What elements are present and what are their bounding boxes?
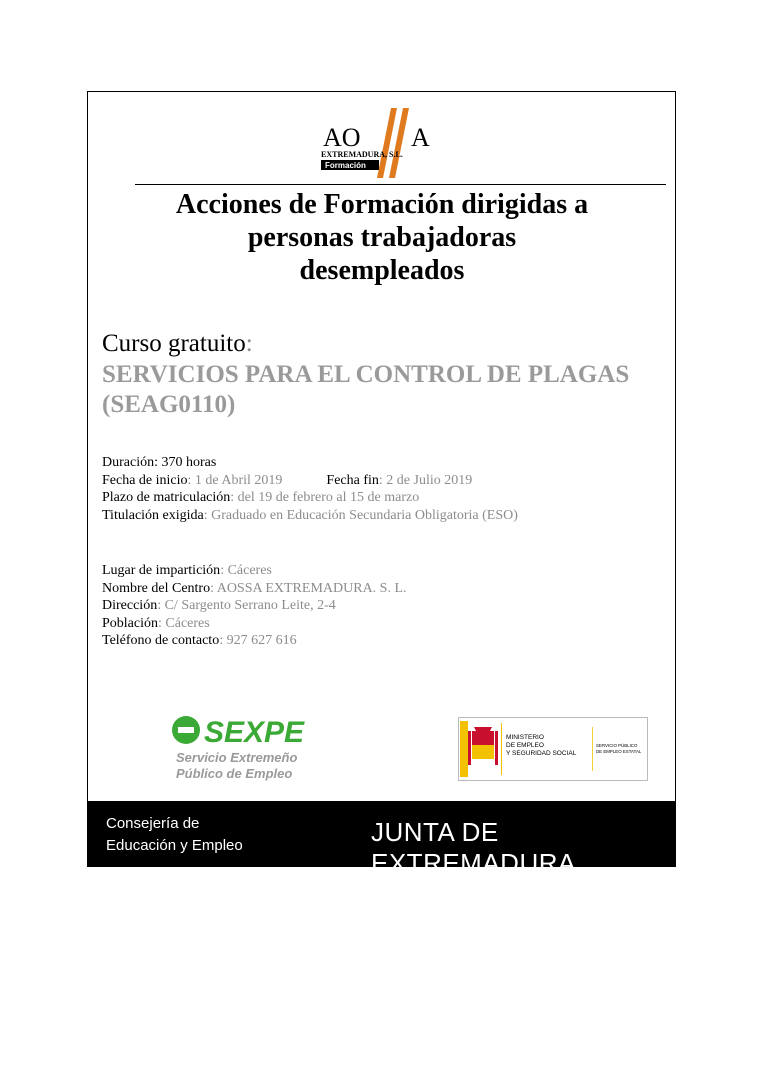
- aossa-logo-right: A: [411, 123, 430, 152]
- sexpe-logo-name: SEXPE: [204, 716, 305, 749]
- poblacion-value: : Cáceres: [158, 615, 210, 631]
- course-details: [102, 454, 518, 524]
- ministerio-logo: [458, 717, 648, 781]
- title-line-1: Acciones de Formación dirigidas a: [175, 189, 589, 220]
- centro-row: [102, 580, 407, 598]
- page-title: [108, 188, 656, 287]
- ministerio-line3: Y SEGURIDAD SOCIAL: [506, 750, 577, 757]
- aossa-logo-tagline: EXTREMADURA, S.L.: [321, 150, 403, 159]
- course-label-colon: :: [245, 330, 253, 357]
- junta-de-extremadura: JUNTA DE EXTREMADURA: [371, 817, 576, 878]
- inicio-label: Fecha de inicio: [102, 472, 188, 488]
- course-name-line-1: SERVICIOS PARA EL CONTROL DE PLAGAS: [102, 361, 630, 388]
- consejeria-text: [106, 813, 243, 857]
- title-line-3: desempleados: [299, 255, 465, 286]
- lugar-row: [102, 562, 407, 580]
- title-line-2: personas trabajadoras: [247, 222, 517, 253]
- titulacion-row: [102, 507, 518, 525]
- ministerio-side1: SERVICIO PÚBLICO: [596, 743, 638, 748]
- plazo-row: [102, 489, 518, 507]
- poblacion-label: Población: [102, 615, 158, 631]
- poblacion-row: [102, 615, 407, 633]
- duracion-row: [102, 454, 518, 472]
- ministerio-line1: MINISTERIO: [506, 734, 544, 741]
- direccion-label: Dirección: [102, 598, 158, 613]
- aossa-logo: [319, 100, 437, 182]
- telefono-label: Teléfono de contacto: [102, 633, 220, 648]
- consejeria-line-2: Educación y Empleo: [106, 837, 243, 854]
- centro-label: Nombre del Centro: [102, 580, 211, 596]
- course-name: [102, 360, 662, 420]
- consejeria-line-1: Consejería de: [106, 815, 200, 832]
- footer-band: [88, 801, 675, 878]
- telefono-value: : 927 627 616: [219, 633, 297, 648]
- sexpe-logo: [170, 710, 320, 782]
- aossa-logo-sub: Formación: [325, 161, 366, 170]
- location-details: [102, 562, 407, 650]
- aossa-logo-left: AO: [323, 123, 361, 152]
- course-name-line-2: (SEAG0110): [102, 391, 236, 418]
- lugar-label: Lugar de impartición: [102, 563, 221, 578]
- inicio-value: : 1 de Abril 2019: [187, 472, 283, 488]
- titulacion-value: : Graduado en Educación Secundaria Obligatoria (ESO): [203, 507, 518, 523]
- telefono-row: [102, 632, 407, 650]
- lugar-value: : Cáceres: [220, 563, 272, 578]
- duracion-text: Duración: 370 horas: [102, 455, 217, 470]
- titulacion-label: Titulación exigida: [102, 507, 204, 523]
- sexpe-logo-line2: Público de Empleo: [176, 766, 293, 781]
- fin-value: : 2 de Julio 2019: [378, 472, 473, 488]
- title-rule: [135, 184, 666, 185]
- flyer-frame: [87, 91, 676, 878]
- ministerio-side2: DE EMPLEO ESTATAL: [596, 749, 642, 754]
- course-label-text: Curso gratuito: [102, 330, 246, 357]
- fechas-row: [102, 472, 518, 490]
- course-label: [102, 330, 253, 358]
- direccion-row: [102, 597, 407, 615]
- plazo-value: : del 19 de febrero al 15 de marzo: [230, 490, 420, 505]
- ministerio-line2: DE EMPLEO: [506, 742, 544, 749]
- centro-value: : AOSSA EXTREMADURA. S. L.: [210, 580, 407, 596]
- sexpe-logo-line1: Servicio Extremeño: [176, 750, 298, 765]
- fin-label: Fecha fin: [326, 472, 379, 488]
- direccion-value: : C/ Sargento Serrano Leite, 2-4: [157, 598, 336, 613]
- plazo-label: Plazo de matriculación: [102, 490, 231, 505]
